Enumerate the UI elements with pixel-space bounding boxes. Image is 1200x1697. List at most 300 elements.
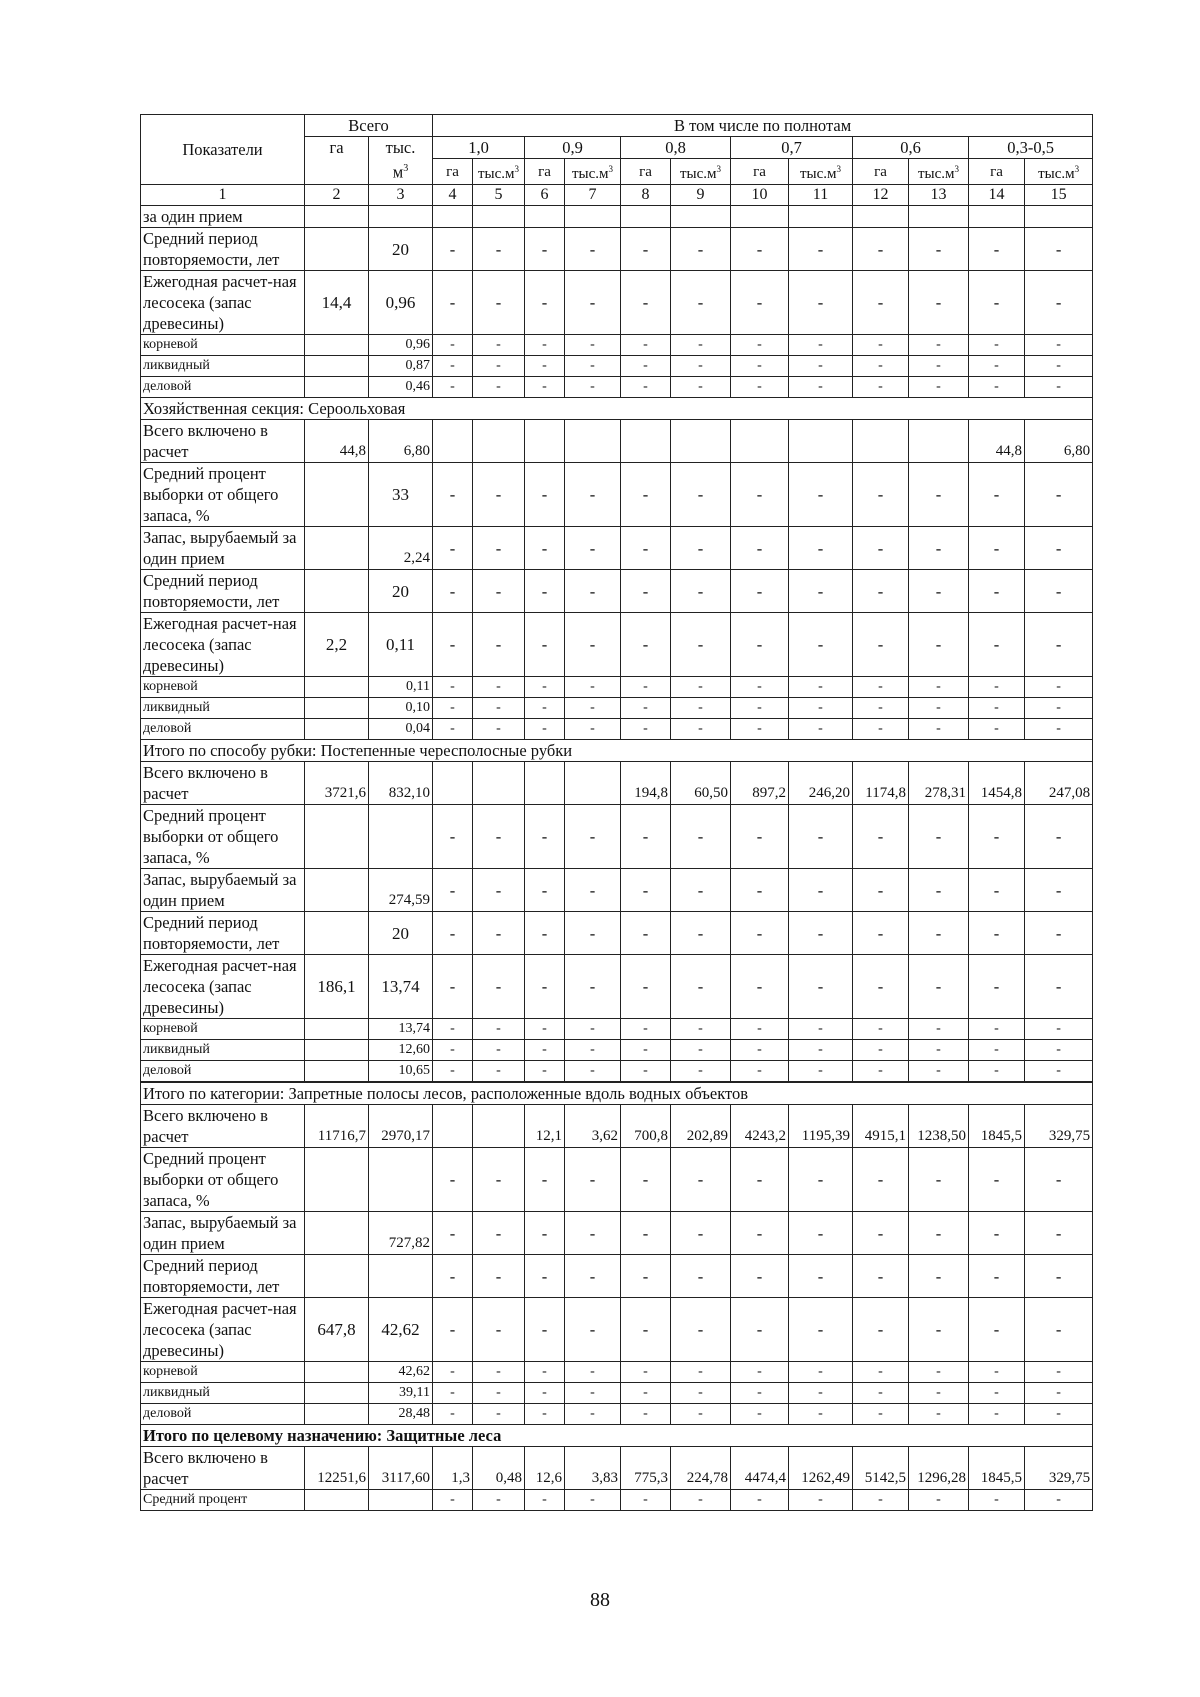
table-cell: - [433, 1061, 473, 1082]
table-cell: - [909, 335, 969, 356]
table-row [141, 570, 1093, 613]
table-cell: - [731, 1040, 789, 1061]
table-cell: 0,10 [369, 698, 433, 719]
table-cell: - [909, 912, 969, 955]
table-cell [305, 805, 369, 869]
table-cell: 12,6 [525, 1447, 565, 1490]
table-cell [789, 420, 853, 463]
table-cell: - [621, 613, 671, 677]
table-cell: - [909, 613, 969, 677]
table-cell: - [731, 335, 789, 356]
table-cell: - [789, 912, 853, 955]
table-cell: - [969, 677, 1025, 698]
table-cell: - [525, 805, 565, 869]
table-row [141, 527, 1093, 570]
table-cell: - [621, 955, 671, 1019]
row-label: корневой [141, 335, 305, 356]
table-cell: 775,3 [621, 1447, 671, 1490]
table-cell: - [525, 271, 565, 335]
table-cell: - [473, 1255, 525, 1298]
table-cell: - [525, 613, 565, 677]
table-cell: - [433, 1404, 473, 1425]
table-cell: - [909, 1148, 969, 1212]
table-cell: - [565, 869, 621, 912]
table-cell: - [671, 1490, 731, 1511]
table-cell [305, 698, 369, 719]
table-cell [305, 1040, 369, 1061]
column-number: 9 [671, 185, 731, 206]
table-cell: - [671, 805, 731, 869]
table-cell: 329,75 [1025, 1105, 1093, 1148]
table-cell: - [969, 335, 1025, 356]
header-sup: 3 [1074, 164, 1080, 174]
table-cell: - [621, 1490, 671, 1511]
table-cell: - [853, 1212, 909, 1255]
table-cell: 700,8 [621, 1105, 671, 1148]
table-cell: - [565, 1383, 621, 1404]
table-cell: 42,62 [369, 1362, 433, 1383]
header-sup: 3 [514, 164, 520, 174]
table-cell: - [1025, 1255, 1093, 1298]
table-cell: - [1025, 719, 1093, 740]
table-cell: 1195,39 [789, 1105, 853, 1148]
table-cell [565, 420, 621, 463]
row-label: деловой [141, 377, 305, 398]
table-cell: - [473, 912, 525, 955]
table-cell [305, 1061, 369, 1082]
table-row [141, 1061, 1093, 1082]
table-cell: - [671, 1255, 731, 1298]
table-row [141, 677, 1093, 698]
table-cell: - [671, 1362, 731, 1383]
table-cell: - [853, 1383, 909, 1404]
row-label: Средний период повторяемости, лет [141, 912, 305, 955]
table-cell: - [621, 1148, 671, 1212]
table-cell: - [909, 377, 969, 398]
section-row [141, 1083, 1093, 1105]
table-cell: - [789, 1061, 853, 1082]
table-cell: - [789, 377, 853, 398]
row-label: ликвидный [141, 1040, 305, 1061]
table-cell: - [621, 1362, 671, 1383]
table-cell: - [731, 228, 789, 271]
column-number: 13 [909, 185, 969, 206]
row-label: Ежегодная расчет-ная лесосека (запас древесины) [141, 955, 305, 1019]
column-number: 11 [789, 185, 853, 206]
table-cell: - [853, 527, 909, 570]
forest-harvest-table [140, 114, 1093, 1511]
table-cell: - [473, 613, 525, 677]
table-cell: - [621, 1255, 671, 1298]
table-cell: - [789, 1212, 853, 1255]
table-cell: - [565, 912, 621, 955]
table-cell: - [969, 1040, 1025, 1061]
table-cell: - [473, 719, 525, 740]
table-cell: - [853, 377, 909, 398]
row-label: корневой [141, 677, 305, 698]
table-cell: - [433, 1383, 473, 1404]
section-title: Хозяйственная секция: Сероольховая [141, 398, 1093, 420]
row-label: корневой [141, 1362, 305, 1383]
table-cell: - [731, 698, 789, 719]
table-cell: - [969, 698, 1025, 719]
table-cell [433, 206, 473, 228]
row-label: ликвидный [141, 698, 305, 719]
table-cell: - [433, 377, 473, 398]
table-cell: - [909, 677, 969, 698]
header-thous-m-word: тыс.м [917, 166, 955, 182]
table-cell: - [853, 1362, 909, 1383]
row-label: за один прием [141, 206, 305, 228]
table-cell: - [789, 955, 853, 1019]
table-cell: - [853, 1298, 909, 1362]
table-cell: - [565, 1148, 621, 1212]
table-cell [369, 805, 433, 869]
table-cell [473, 420, 525, 463]
table-cell: - [565, 527, 621, 570]
table-cell [305, 570, 369, 613]
table-cell: - [621, 1383, 671, 1404]
table-cell: - [433, 1362, 473, 1383]
table-cell: - [671, 1019, 731, 1040]
table-cell [305, 1383, 369, 1404]
table-cell: - [909, 228, 969, 271]
table-cell: - [969, 228, 1025, 271]
table-cell: - [853, 463, 909, 527]
table-row [141, 955, 1093, 1019]
table-cell: - [473, 377, 525, 398]
table-cell: - [853, 1061, 909, 1082]
table-cell: - [671, 1040, 731, 1061]
density-label: 0,6 [853, 137, 969, 159]
table-row [141, 356, 1093, 377]
table-cell: - [565, 356, 621, 377]
density-label: 0,7 [731, 137, 853, 159]
table-cell: 246,20 [789, 762, 853, 805]
header-thous-m3 [565, 159, 621, 185]
table-cell [473, 206, 525, 228]
row-label: деловой [141, 719, 305, 740]
table-cell [525, 420, 565, 463]
table-cell: - [969, 1212, 1025, 1255]
table-row [141, 1490, 1093, 1511]
table-cell [525, 206, 565, 228]
header-ha: га [731, 159, 789, 185]
table-cell: 20 [369, 570, 433, 613]
table-cell [621, 420, 671, 463]
table-cell: - [433, 677, 473, 698]
table-cell: - [789, 1019, 853, 1040]
header-ha: га [525, 159, 565, 185]
table-cell: - [565, 698, 621, 719]
table-cell: 186,1 [305, 955, 369, 1019]
row-label: Средний процент [141, 1490, 305, 1511]
table-cell [853, 420, 909, 463]
table-cell: - [1025, 1148, 1093, 1212]
table-cell: 202,89 [671, 1105, 731, 1148]
table-cell: - [909, 1383, 969, 1404]
table-cell: - [565, 1298, 621, 1362]
table-cell: - [621, 335, 671, 356]
table-cell: - [969, 527, 1025, 570]
table-cell: - [671, 271, 731, 335]
table-cell: - [789, 527, 853, 570]
table-cell: - [433, 1298, 473, 1362]
table-cell: - [621, 677, 671, 698]
table-cell: - [853, 228, 909, 271]
header-thous-m3 [671, 159, 731, 185]
table-cell: - [731, 377, 789, 398]
table-cell [909, 206, 969, 228]
table-cell [305, 677, 369, 698]
table-cell [433, 1105, 473, 1148]
table-cell: - [909, 805, 969, 869]
table-cell: 3721,6 [305, 762, 369, 805]
header-thous-m3 [789, 159, 853, 185]
table-row [141, 228, 1093, 271]
header-sup: 3 [403, 163, 409, 174]
table-cell: - [473, 527, 525, 570]
table-cell: - [789, 1404, 853, 1425]
table-cell: - [433, 1019, 473, 1040]
table-cell: - [565, 1040, 621, 1061]
table-cell: - [671, 1061, 731, 1082]
table-cell [789, 206, 853, 228]
table-cell: - [909, 1212, 969, 1255]
column-number: 15 [1025, 185, 1093, 206]
table-cell: - [671, 912, 731, 955]
table-row [141, 912, 1093, 955]
row-label: Средний период повторяемости, лет [141, 570, 305, 613]
table-cell: - [565, 1362, 621, 1383]
table-cell: - [525, 228, 565, 271]
table-cell: - [525, 527, 565, 570]
table-container [140, 114, 1092, 1511]
table-row [141, 1447, 1093, 1490]
table-cell: - [789, 1490, 853, 1511]
table-cell: 0,11 [369, 613, 433, 677]
table-cell: - [525, 356, 565, 377]
header-thous-m3 [909, 159, 969, 185]
table-cell: - [621, 719, 671, 740]
table-cell: - [473, 1404, 525, 1425]
header-ha: га [621, 159, 671, 185]
table-cell: 33 [369, 463, 433, 527]
table-cell: - [853, 1148, 909, 1212]
table-cell: - [731, 1212, 789, 1255]
table-cell [305, 1404, 369, 1425]
table-cell: - [621, 527, 671, 570]
table-cell: - [1025, 1404, 1093, 1425]
header-sup: 3 [608, 164, 614, 174]
table-row [141, 613, 1093, 677]
table-cell: - [565, 955, 621, 1019]
column-number-row [141, 185, 1093, 206]
row-label: Всего включено в расчет [141, 762, 305, 805]
table-cell: - [1025, 271, 1093, 335]
table-cell: 727,82 [369, 1212, 433, 1255]
table-cell: - [621, 570, 671, 613]
table-cell: - [565, 677, 621, 698]
table-cell: 44,8 [305, 420, 369, 463]
table-cell [305, 377, 369, 398]
table-cell: - [731, 613, 789, 677]
table-cell: - [853, 613, 909, 677]
table-cell: 13,74 [369, 1019, 433, 1040]
section-row [141, 398, 1093, 420]
table-cell: - [731, 719, 789, 740]
table-cell: - [1025, 1061, 1093, 1082]
table-cell: - [853, 955, 909, 1019]
table-cell: 44,8 [969, 420, 1025, 463]
table-cell: - [1025, 570, 1093, 613]
header-total-thous-m3 [369, 137, 433, 185]
table-row [141, 869, 1093, 912]
header-sup: 3 [954, 164, 960, 174]
table-cell: - [1025, 377, 1093, 398]
table-cell: - [789, 335, 853, 356]
table-cell: - [789, 613, 853, 677]
table-cell: - [1025, 805, 1093, 869]
table-cell: - [671, 228, 731, 271]
table-cell: - [789, 677, 853, 698]
table-cell: - [1025, 1298, 1093, 1362]
header-ha: га [433, 159, 473, 185]
table-cell: - [565, 377, 621, 398]
table-cell: - [789, 1362, 853, 1383]
table-cell: 13,74 [369, 955, 433, 1019]
table-cell: - [433, 335, 473, 356]
table-cell: - [731, 912, 789, 955]
table-cell: 6,80 [1025, 420, 1093, 463]
table-cell: - [473, 463, 525, 527]
table-cell: - [565, 805, 621, 869]
table-cell: 0,96 [369, 335, 433, 356]
table-cell: - [969, 377, 1025, 398]
table-cell [525, 762, 565, 805]
table-cell: - [473, 335, 525, 356]
table-cell: - [433, 356, 473, 377]
table-cell: - [671, 869, 731, 912]
table-cell [369, 1255, 433, 1298]
table-cell: - [853, 1019, 909, 1040]
table-cell: - [853, 719, 909, 740]
table-cell: - [525, 1040, 565, 1061]
table-cell: - [525, 912, 565, 955]
table-cell: - [909, 869, 969, 912]
column-number: 12 [853, 185, 909, 206]
table-cell: 2,2 [305, 613, 369, 677]
table-cell: - [731, 1298, 789, 1362]
table-cell: - [525, 1148, 565, 1212]
table-body [141, 206, 1093, 1511]
table-cell: - [909, 356, 969, 377]
table-cell: - [1025, 228, 1093, 271]
table-cell: - [969, 1019, 1025, 1040]
table-cell: 0,46 [369, 377, 433, 398]
table-cell: - [671, 1148, 731, 1212]
table-row [141, 1404, 1093, 1425]
table-cell: - [909, 955, 969, 1019]
column-number: 8 [621, 185, 671, 206]
table-cell: 3,83 [565, 1447, 621, 1490]
table-cell [433, 762, 473, 805]
table-cell: - [853, 698, 909, 719]
row-label: Всего включено в расчет [141, 1105, 305, 1148]
table-cell: 5142,5 [853, 1447, 909, 1490]
row-label: Всего включено в расчет [141, 1447, 305, 1490]
table-cell: - [433, 1148, 473, 1212]
table-cell: 20 [369, 228, 433, 271]
table-cell: - [909, 527, 969, 570]
header-ha: га [969, 159, 1025, 185]
table-cell: - [1025, 527, 1093, 570]
table-cell: - [525, 570, 565, 613]
row-label: Запас, вырубаемый за один прием [141, 869, 305, 912]
table-cell: - [473, 356, 525, 377]
table-row [141, 1212, 1093, 1255]
table-row [141, 1362, 1093, 1383]
table-cell [853, 206, 909, 228]
table-row [141, 377, 1093, 398]
table-cell: - [433, 869, 473, 912]
table-cell: - [473, 1362, 525, 1383]
table-cell: - [1025, 1362, 1093, 1383]
table-cell: 1238,50 [909, 1105, 969, 1148]
table-cell: 12,1 [525, 1105, 565, 1148]
table-cell: - [731, 463, 789, 527]
table-cell: - [433, 698, 473, 719]
table-cell [671, 206, 731, 228]
table-cell: - [731, 677, 789, 698]
table-cell [305, 719, 369, 740]
header-m-word: м [392, 162, 404, 182]
table-cell: - [731, 570, 789, 613]
table-cell: - [731, 1019, 789, 1040]
table-cell: - [565, 613, 621, 677]
table-cell: - [731, 1255, 789, 1298]
row-label: Всего включено в расчет [141, 420, 305, 463]
row-label: Ежегодная расчет-ная лесосека (запас древесины) [141, 271, 305, 335]
table-cell: - [789, 570, 853, 613]
table-cell: 12251,6 [305, 1447, 369, 1490]
table-cell: - [671, 677, 731, 698]
table-cell: - [969, 869, 1025, 912]
table-cell: - [671, 698, 731, 719]
table-cell: - [1025, 1040, 1093, 1061]
table-cell: - [1025, 955, 1093, 1019]
table-cell: 1454,8 [969, 762, 1025, 805]
table-cell: - [969, 356, 1025, 377]
table-cell: - [433, 805, 473, 869]
table-cell [565, 762, 621, 805]
table-cell: - [433, 527, 473, 570]
table-cell: - [621, 805, 671, 869]
table-cell [369, 1148, 433, 1212]
table-cell: 60,50 [671, 762, 731, 805]
row-label: Запас, вырубаемый за один прием [141, 1212, 305, 1255]
table-cell: - [473, 677, 525, 698]
table-cell [305, 206, 369, 228]
table-cell: - [853, 271, 909, 335]
column-number: 10 [731, 185, 789, 206]
table-cell: 0,87 [369, 356, 433, 377]
table-cell [621, 206, 671, 228]
table-cell: - [789, 805, 853, 869]
table-cell: - [565, 1255, 621, 1298]
table-row [141, 1019, 1093, 1040]
table-cell [731, 206, 789, 228]
